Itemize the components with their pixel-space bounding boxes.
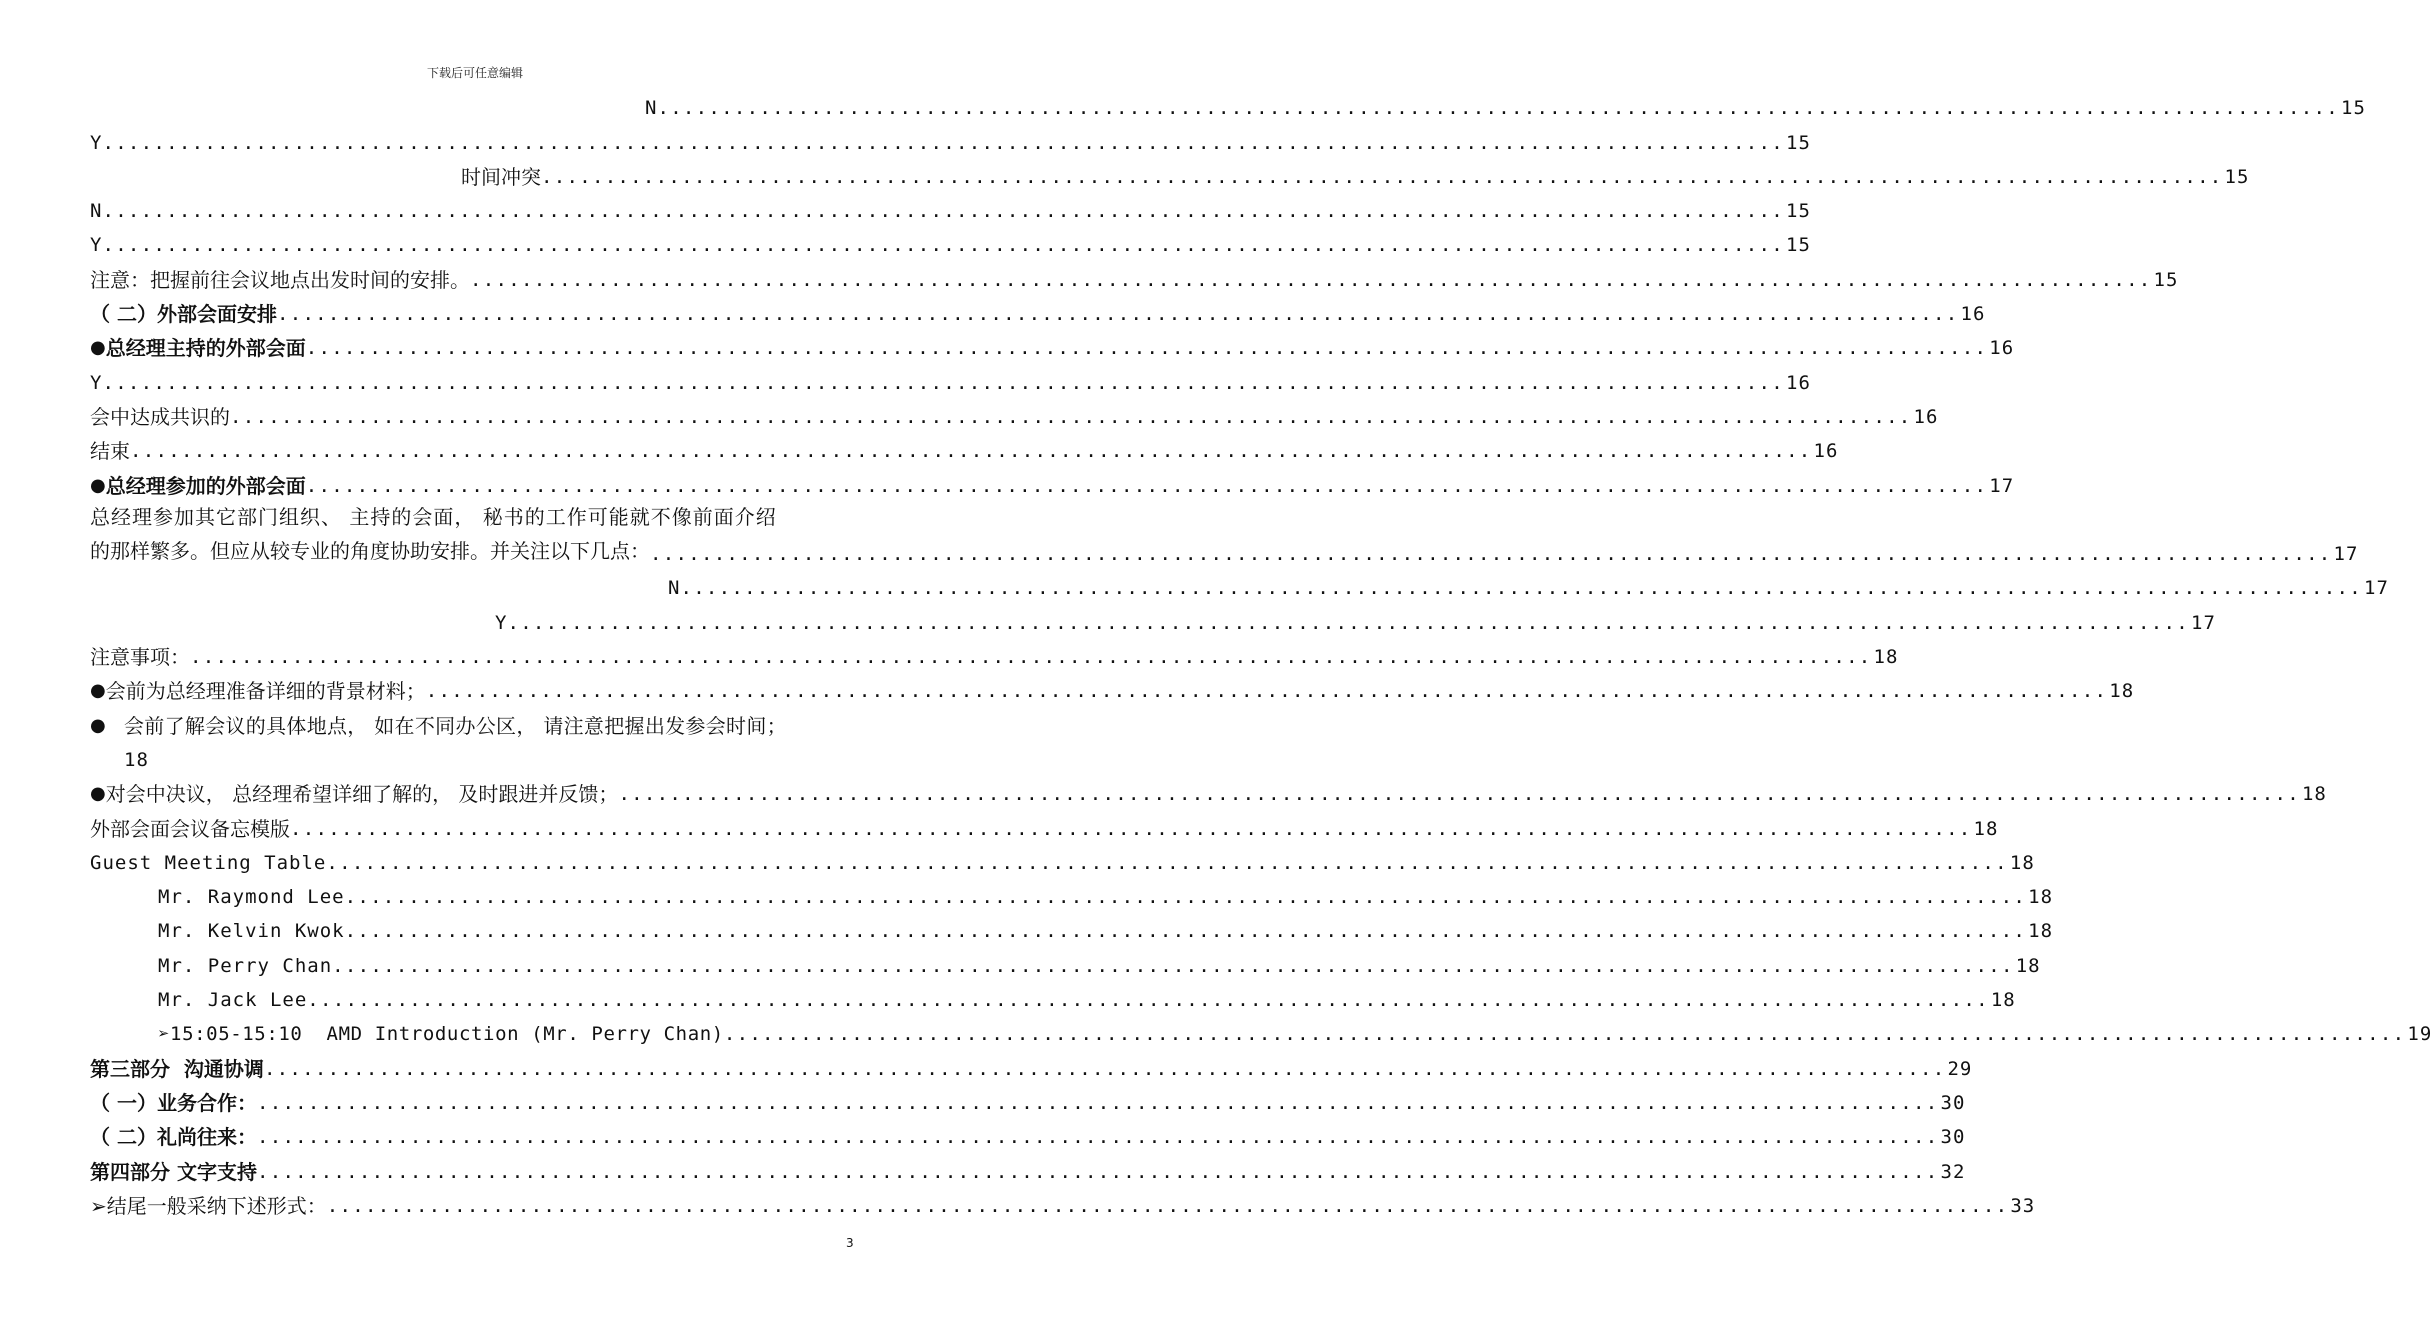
toc-entry[interactable] — [90, 911, 2054, 945]
toc-entry[interactable] — [90, 945, 2041, 979]
toc-entry-multiline[interactable] — [90, 500, 2359, 569]
toc-entry[interactable] — [90, 602, 2216, 636]
toc-page-number: 18 — [2015, 954, 2041, 977]
toc-leader-dots: .................................................................................................................................... — [326, 851, 2008, 874]
toc-entry-title: Y — [90, 234, 103, 257]
toc-page-number: 15 — [1786, 200, 1811, 223]
bullet-icon: ● — [90, 680, 106, 702]
bullet-icon: ● — [90, 783, 106, 805]
toc-entry-title: 时间冲突 — [461, 164, 541, 189]
toc-leader-dots: .................................................................................................................................... — [470, 268, 2152, 291]
toc-entry-title: Y — [90, 131, 103, 154]
toc-leader-dots: .................................................................................................................................... — [332, 954, 2014, 977]
toc-leader-dots: .................................................................................................................................... — [263, 1057, 1946, 1080]
toc-entry[interactable] — [90, 774, 2327, 808]
toc-leader-dots: .................................................................................................................................... — [256, 1126, 1939, 1149]
toc-leader-dots: .................................................................................................................................... — [305, 474, 1988, 497]
toc-page-number: 18 — [2109, 680, 2135, 703]
toc-entry[interactable] — [90, 1186, 2036, 1220]
toc-page-number: 18 — [2301, 783, 2327, 806]
toc-leader-dots: .................................................................................................................................... — [680, 577, 2362, 600]
toc-leader-dots: .................................................................................................................................... — [507, 611, 2189, 634]
toc-leader-dots: .................................................................................................................................... — [102, 234, 1784, 257]
toc-entry-title: 总经理参加其它部门组织、 主持的会面， 秘书的工作可能就不像前面介绍 — [90, 504, 777, 529]
toc-entry[interactable] — [90, 671, 2135, 705]
page-number: 3 — [846, 1236, 854, 1250]
toc-leader-dots: .................................................................................................................................... — [256, 1091, 1939, 1114]
toc-page-number: 17 — [1989, 474, 2015, 497]
toc-leader-dots: .................................................................................................................................... — [305, 337, 1988, 360]
toc-page-number: 17 — [2364, 577, 2389, 600]
toc-entry-title: N — [645, 97, 658, 120]
toc-entry-title: 总经理参加的外部会面 — [105, 473, 306, 498]
toc-page-number: 30 — [1940, 1091, 1966, 1114]
toc-entry-title: 总经理主持的外部会面 — [105, 336, 306, 361]
toc-entry[interactable] — [90, 328, 2015, 362]
toc-leader-dots: .................................................................................................................................... — [650, 543, 2332, 566]
toc-entry-title: Mr. Jack Lee — [158, 989, 308, 1012]
toc-entry[interactable] — [90, 1117, 1966, 1151]
page-header: 下载后可任意编辑 — [426, 66, 523, 80]
toc-entry-title: ➢15:05-15:10 AMD Introduction (Mr. Perry Chan) — [158, 1023, 724, 1046]
toc-entry[interactable] — [90, 637, 1899, 671]
toc-entry-title: （ 二）外部会面安排 — [90, 302, 277, 327]
toc-leader-dots: .................................................................................................................................... — [102, 131, 1784, 154]
toc-entry[interactable] — [90, 980, 2016, 1014]
toc-page-number: 16 — [1786, 371, 1811, 394]
toc-leader-dots: .................................................................................................................................... — [618, 783, 2300, 806]
toc-leader-dots: .................................................................................................................................... — [276, 303, 1959, 326]
toc-leader-dots: .................................................................................................................................... — [307, 989, 1989, 1012]
toc-entry-title: Mr. Perry Chan — [158, 954, 333, 977]
toc-entry[interactable] — [90, 877, 2054, 911]
toc-entry-title: N — [668, 577, 681, 600]
toc-page-number: 18 — [124, 748, 149, 771]
toc-entry-title: （ 二）礼尚往来： — [90, 1125, 257, 1150]
toc-entry-title: 对会中决议， 总经理希望详细了解的， 及时跟进并反馈； — [105, 782, 619, 807]
toc-leader-dots: .................................................................................................................................... — [290, 817, 1972, 840]
toc-entry[interactable] — [90, 362, 1811, 396]
toc-entry-title: 注意事项： — [90, 645, 190, 670]
toc-leader-dots: .................................................................................................................................... — [190, 646, 1872, 669]
bullet-icon: ● — [90, 337, 106, 359]
toc-leader-dots: .................................................................................................................................... — [425, 680, 2108, 703]
toc-entry[interactable] — [90, 1151, 1966, 1185]
toc-entry[interactable] — [90, 225, 1811, 259]
toc-entry-multiline[interactable] — [90, 705, 858, 774]
toc-page-number: 16 — [1913, 405, 1939, 428]
toc-entry-title-continued: 的那样繁多。但应从较专业的角度协助安排。并关注以下几点： — [90, 539, 650, 564]
toc-entry-title: 结束 — [90, 439, 130, 464]
toc-leader-dots: .................................................................................................................................... — [723, 1023, 2406, 1046]
toc-leader-dots: .................................................................................................................................... — [541, 165, 2223, 188]
toc-entry-title: 注意：把握前往会议地点出发时间的安排。 — [90, 267, 470, 292]
toc-entry[interactable] — [90, 1048, 1973, 1082]
toc-entry-title: 会前了解会议的具体地点， 如在不同办公区， 请注意把握出发参会时间； — [124, 713, 787, 738]
toc-page-number: 17 — [2333, 543, 2359, 566]
toc-page-number: 30 — [1940, 1126, 1966, 1149]
toc-leader-dots: .................................................................................................................................... — [326, 1194, 2009, 1217]
toc-entry-title: 第四部分 文字支持 — [90, 1159, 257, 1184]
toc-page-number: 15 — [2341, 97, 2366, 120]
toc-entry-title: Mr. Kelvin Kwok — [158, 920, 345, 943]
toc-entry-title: 会中达成共识的 — [90, 404, 230, 429]
toc-entry-title: 外部会面会议备忘模版 — [90, 816, 290, 841]
toc-page-number: 15 — [1786, 131, 1811, 154]
toc-entry[interactable] — [90, 122, 1811, 156]
toc-page-number: 16 — [1989, 337, 2015, 360]
toc-page-number: 17 — [2191, 611, 2216, 634]
toc-page-number: 15 — [1786, 234, 1811, 257]
toc-entry[interactable] — [90, 294, 1986, 328]
toc-page-number: 15 — [2153, 268, 2179, 291]
toc-leader-dots: .................................................................................................................................... — [102, 200, 1784, 223]
toc-entry[interactable] — [90, 88, 2366, 122]
toc-page-number: 15 — [2224, 165, 2250, 188]
toc-page-number: 18 — [1990, 989, 2016, 1012]
toc-entry-title: Guest Meeting Table — [90, 851, 327, 874]
toc-entry[interactable] — [90, 1083, 1966, 1117]
toc-leader-dots: .................................................................................................................................... — [256, 1160, 1939, 1183]
toc-leader-dots: .................................................................................................................................... — [230, 405, 1912, 428]
toc-page-number: 18 — [2009, 851, 2035, 874]
toc-entry[interactable] — [90, 157, 2250, 191]
toc-entry[interactable] — [90, 1014, 2432, 1048]
bullet-icon: ● — [90, 474, 106, 496]
toc-entry-title: Y — [90, 371, 103, 394]
toc-entry[interactable] — [90, 191, 1811, 225]
toc-entry[interactable] — [90, 397, 1939, 431]
toc-page-number: 19 — [2407, 1023, 2432, 1046]
toc-entry[interactable] — [90, 843, 2035, 877]
toc-page-number: 32 — [1940, 1160, 1966, 1183]
toc-entry[interactable] — [90, 465, 2015, 499]
toc-leader-dots: .................................................................................................................................... — [102, 371, 1784, 394]
toc-page-number: 16 — [1960, 303, 1986, 326]
toc-leader-dots: .................................................................................................................................... — [130, 440, 1812, 463]
toc-entry-title: Y — [495, 611, 508, 634]
toc-leader-dots: .................................................................................................................................... — [344, 920, 2027, 943]
bullet-icon: ● — [90, 714, 106, 736]
toc-entry-title: 第三部分 沟通协调 — [90, 1056, 264, 1081]
toc-page-number: 18 — [2028, 920, 2054, 943]
toc-entry[interactable] — [90, 431, 1839, 465]
toc-entry-title: Mr. Raymond Lee — [158, 886, 345, 909]
toc-leader-dots: .................................................................................................................................... — [657, 97, 2339, 120]
toc-leader-dots: .................................................................................................................................... — [344, 886, 2027, 909]
toc-page-number: 16 — [1813, 440, 1839, 463]
toc-page-number: 18 — [1973, 817, 1999, 840]
toc-entry[interactable] — [90, 259, 2179, 293]
toc-entry-title: （ 一）业务合作： — [90, 1090, 257, 1115]
table-of-contents — [90, 88, 2432, 1220]
toc-page-number: 18 — [2028, 886, 2054, 909]
toc-page-number: 18 — [1873, 646, 1899, 669]
toc-entry[interactable] — [90, 808, 1999, 842]
toc-page-number: 29 — [1947, 1057, 1973, 1080]
toc-entry-title: ➢结尾一般采纳下述形式： — [90, 1193, 327, 1218]
toc-entry[interactable] — [90, 568, 2389, 602]
toc-entry-title: 会前为总经理准备详细的背景材料； — [105, 679, 426, 704]
toc-entry-title: N — [90, 200, 103, 223]
toc-page-number: 33 — [2010, 1194, 2036, 1217]
